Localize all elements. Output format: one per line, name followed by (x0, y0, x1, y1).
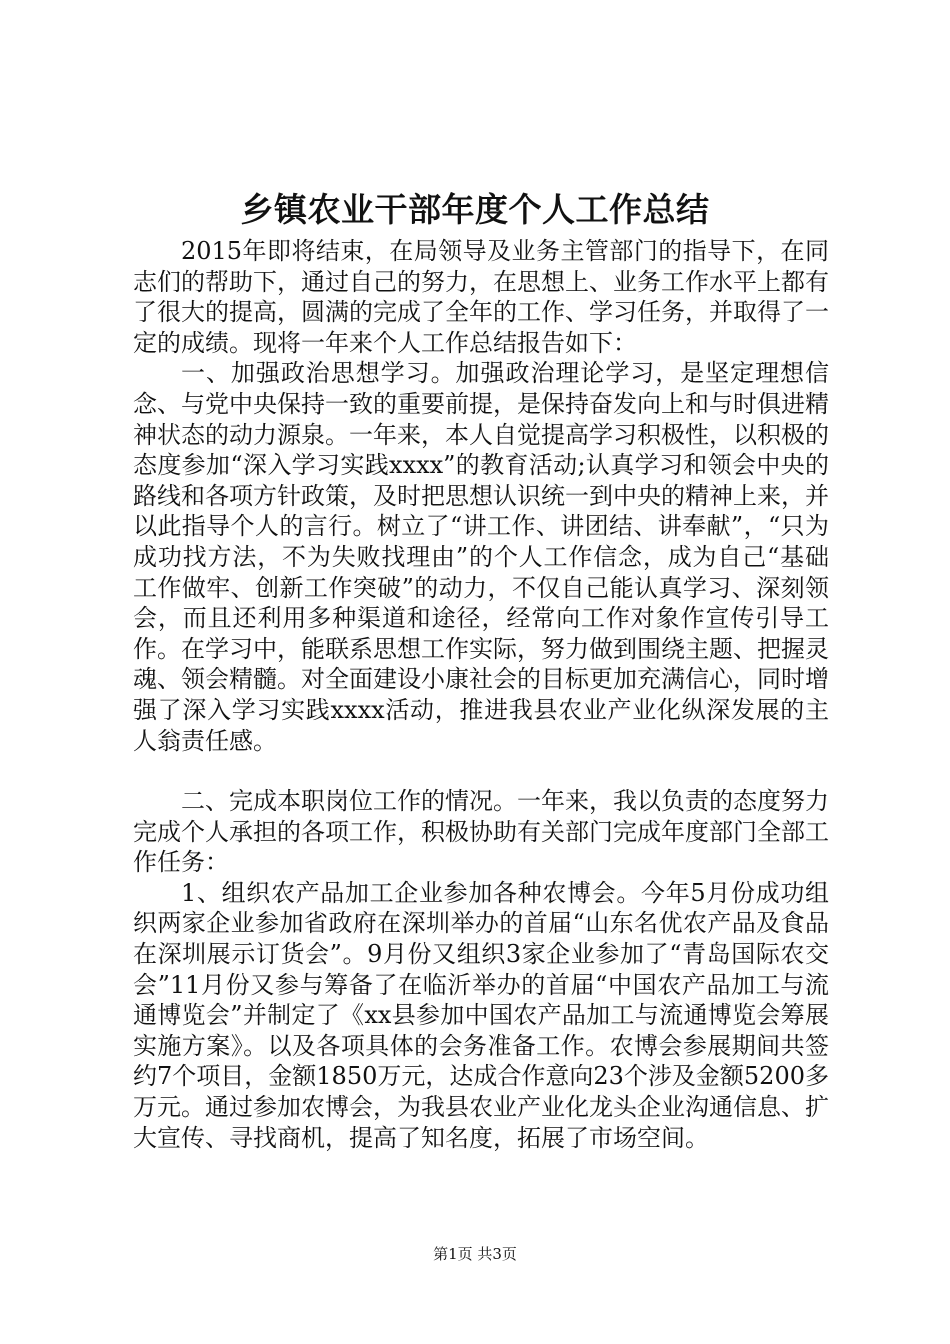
paragraph-political-study: 一、加强政治思想学习。加强政治理论学习，是坚定理想信念、与党中央保持一致的重要前提，是保持奋发向上和与时俱进精神状态的动力源泉。一年来，本人自觉提高学习积极性，以积极的态度参加“深入学习实践xxxx”的教育活动;认真学习和领会中央的路线和各项方针政策，及时把思想认识统一到中央的精神上来，并以此指导个人的言行。树立了“讲工作、讲团结、讲奉献”，“只为成功找方法，不为失败找理由”的个人工作信念，成为自己“基础工作做牢、创新工作突破”的动力，不仅自己能认真学习、深刻领会，而且还利用多种渠道和途径，经常向工作对象作宣传引导工作。在学习中，能联系思想工作实际，努力做到围绕主题、把握灵魂、领会精髓。对全面建设小康社会的目标更加充满信心，同时增强了深入学习实践xxxx活动，推进我县农业产业化纵深发展的主人翁责任感。 (133, 359, 829, 755)
page-number-footer: 第1页 共3页 (433, 1245, 517, 1263)
paragraph-spacer (133, 756, 829, 786)
document-body (133, 236, 829, 1153)
paragraph-intro: 2015年即将结束，在局领导及业务主管部门的指导下，在同志们的帮助下，通过自己的努力，在思想上、业务工作水平上都有了很大的提高，圆满的完成了全年的工作、学习任务，并取得了一定的成绩。现将一年来个人工作总结报告如下： (133, 237, 829, 357)
paragraph-agri-expo: 1、组织农产品加工企业参加各种农博会。今年5月份成功组织两家企业参加省政府在深圳举办的首届“山东名优农产品及食品在深圳展示订货会”。9月份又组织3家企业参加了“青岛国际农交会”11月份又参与筹备了在临沂举办的首届“中国农产品加工与流通博览会”并制定了《xx县参加中国农产品加工与流通博览会筹展实施方案》。以及各项具体的会务准备工作。农博会参展期间共签约7个项目，金额1850万元，达成合作意向23个涉及金额5200多万元。通过参加农博会，为我县农业产业化龙头企业沟通信息、扩大宣传、寻找商机，提高了知名度，拓展了市场空间。 (133, 878, 829, 1152)
paragraph-job-duties: 二、完成本职岗位工作的情况。一年来，我以负责的态度努力完成个人承担的各项工作，积极协助有关部门完成年度部门全部工作任务： (133, 787, 829, 877)
document-title: 乡镇农业干部年度个人工作总结 (240, 190, 710, 229)
